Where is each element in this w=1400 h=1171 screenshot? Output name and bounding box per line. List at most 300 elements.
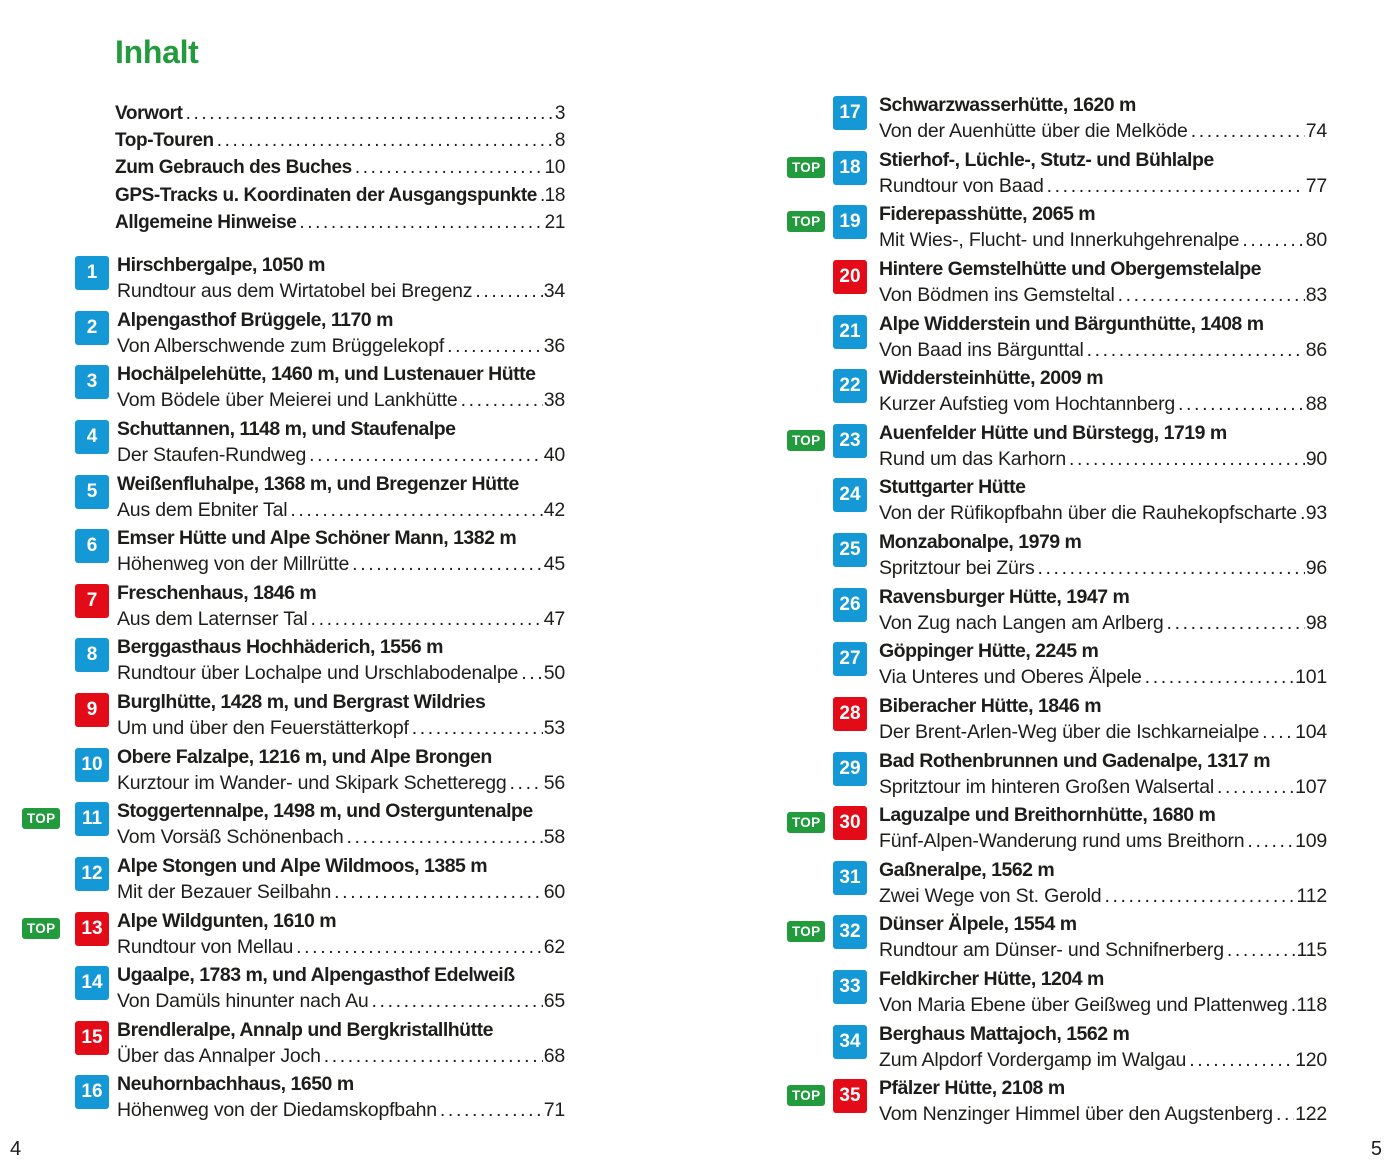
top-badge-slot [22,745,75,775]
tour-number-badge: 8 [75,638,109,672]
tour-subtitle: Der Brent-Arlen-Weg über die Ischkarneialpe [879,720,1260,743]
tour-title: Weißenfluhalpe, 1368 m, und Bregenzer Hütte [117,472,519,495]
tour-subtitle-line [117,1097,565,1124]
tour-number-badge: 32 [833,915,867,949]
top-badge-slot [22,581,75,611]
tour-entry-body [879,257,1327,309]
tour-subtitle: Via Unteres und Oberes Älpele [879,666,1142,689]
tour-entry-body [879,1076,1327,1128]
tour-subtitle: Rundtour aus dem Wirtatobel bei Bregenz [117,280,473,302]
tour-subtitle-line [117,387,565,414]
top-badge-slot [787,366,833,396]
top-badge: TOP [787,157,825,178]
tour-number-badge: 7 [75,584,109,618]
tour-title: Alpe Widderstein und Bärgunthütte, 1408 m [879,312,1264,335]
dot-leader [1247,828,1294,855]
tour-title: Fiderepasshütte, 2065 m [879,203,1096,226]
tour-subtitle: Rundtour von Mellau [117,935,294,958]
dot-leader [352,551,543,578]
tour-subtitle: Von der Rüfikopfbahn über die Rauhekopfscharte [879,502,1297,525]
top-badge-slot [22,799,75,829]
front-matter-label: Allgemeine Hinweise [115,211,297,233]
tour-entry-body [117,635,565,687]
tour-subtitle-line [117,442,565,469]
front-matter-row [115,100,565,127]
tour-entry-body [879,312,1327,364]
tour-subtitle-line [879,719,1327,746]
tour-subtitle-line [879,282,1327,309]
tour-entry-body [879,694,1327,746]
dot-leader [412,715,543,742]
tour-entry-body [879,93,1327,145]
top-badge-slot [787,585,833,615]
tour-page-number: 93 [1305,502,1327,525]
dot-leader [1291,992,1296,1019]
tour-entry-body [879,530,1327,582]
tour-entry-body [879,912,1327,964]
tour-subtitle-line [117,660,565,687]
front-matter-row [115,182,565,209]
tour-number-badge: 17 [833,96,867,130]
toc-entry [787,148,1327,203]
top-badge-slot [22,635,75,665]
dot-leader [540,182,544,209]
toc-entry [22,253,565,308]
toc-entry [787,639,1327,694]
tour-number-badge: 23 [833,424,867,458]
tour-entry-body [117,581,565,633]
tour-subtitle: Kurzer Aufstieg vom Hochtannberg [879,393,1176,416]
toc-entry [787,967,1327,1022]
tour-subtitle: Zwei Wege von St. Gerold [879,884,1102,907]
tour-subtitle: Von Zug nach Langen am Arlberg [879,611,1164,634]
tour-title: Auenfelder Hütte und Bürstegg, 1719 m [879,421,1227,444]
page-number-right: 5 [1370,1138,1382,1160]
tour-page-number: 101 [1295,666,1327,689]
top-badge-slot [22,690,75,720]
tour-subtitle-line [879,337,1327,364]
tour-entry-body [117,417,565,469]
tour-subtitle-line [879,883,1327,910]
top-badge-slot [787,312,833,342]
tour-title: Alpe Stongen und Alpe Wildmoos, 1385 m [117,854,488,877]
tour-entry-body [117,1018,565,1070]
tour-page-number: 34 [543,280,565,302]
tour-entry-body [879,421,1327,473]
tour-page-number: 98 [1305,611,1327,634]
tour-title: Brendleralpe, Annalp und Bergkristallhütte [117,1018,493,1041]
tour-title: Neuhornbachhaus, 1650 m [117,1073,354,1096]
top-badge-slot [22,308,75,338]
dot-leader [510,770,543,797]
top-badge-slot [787,639,833,669]
tour-subtitle: Aus dem Laternser Tal [117,607,308,630]
top-badge-slot [787,694,833,724]
toc-entry [22,690,565,745]
tour-subtitle: Von Damüls hinunter nach Au [117,990,369,1013]
tour-title: Dünser Älpele, 1554 m [879,913,1077,936]
dot-leader [461,387,543,414]
front-matter-label: GPS-Tracks u. Koordinaten der Ausgangspunkte [115,184,537,206]
tour-number-badge: 35 [833,1079,867,1113]
tour-page-number: 60 [543,880,565,903]
tour-title: Biberacher Hütte, 1846 m [879,694,1102,717]
tour-title: Schwarzwasserhütte, 1620 m [879,94,1136,116]
front-matter-row [115,127,565,154]
top-badge-slot [787,475,833,505]
tour-title: Alpe Wildgunten, 1610 m [117,909,337,932]
tour-title: Göppinger Hütte, 2245 m [879,640,1099,663]
tour-page-number: 50 [543,662,565,685]
tour-page-number: 104 [1295,720,1327,743]
dot-leader [1069,446,1305,473]
dot-leader [1118,282,1305,309]
tour-number-badge: 15 [75,1021,109,1055]
top-badge-slot [787,148,833,178]
front-matter-page-number: 3 [554,103,565,124]
dot-leader [1217,774,1294,801]
dot-leader [1167,610,1305,637]
tour-title: Hintere Gemstelhütte und Obergemstelalpe [879,257,1262,280]
dot-leader [1047,173,1305,200]
tour-number-badge: 30 [833,806,867,840]
toc-entry [22,526,565,581]
dot-leader [309,442,543,469]
tour-subtitle: Höhenweg von der Diedamskopfbahn [117,1099,437,1122]
toc-entry [787,749,1327,804]
top-badge-slot [787,858,833,888]
tour-subtitle: Kurztour im Wander- und Skipark Schetteregg [117,771,507,794]
tour-subtitle: Rundtour am Dünser- und Schnifnerberg [879,939,1224,962]
top-badge-slot [787,749,833,779]
tour-subtitle: Vom Bödele über Meierei und Lankhütte [117,389,458,412]
dot-leader [334,879,543,906]
tour-subtitle-line [879,500,1327,527]
tour-number-badge: 34 [833,1025,867,1059]
dot-leader [1262,719,1294,746]
top-badge-slot [22,417,75,447]
dot-leader [324,1043,543,1070]
top-badge-slot [22,253,75,283]
toc-entry [22,854,565,909]
tour-subtitle-line [117,715,565,742]
tour-entry-body [117,362,565,414]
tour-page-number: 86 [1305,338,1327,361]
tour-subtitle: Spritztour im hinteren Großen Walsertal [879,775,1215,798]
dot-leader [299,209,543,236]
tour-page-number: 90 [1305,447,1327,470]
tour-entry-body [117,745,565,797]
toc-entry [787,585,1327,640]
tour-subtitle: Rund um das Karhorn [879,447,1066,470]
front-matter-label: Zum Gebrauch des Buches [115,157,352,179]
tour-number-badge: 13 [75,912,109,946]
tour-entry-body [117,909,565,961]
tour-title: Widdersteinhütte, 2009 m [879,367,1104,390]
tour-number-badge: 16 [75,1075,109,1109]
toc-entry [787,912,1327,967]
tour-title: Feldkircher Hütte, 1204 m [879,968,1104,990]
tour-title: Schuttannen, 1148 m, und Staufenalpe [117,417,456,440]
toc-entry [787,1076,1327,1131]
tour-subtitle-line [117,934,565,961]
tour-number-badge: 31 [833,861,867,895]
tour-page-number: 96 [1305,557,1327,579]
tour-entry-body [117,253,565,305]
tour-page-number: 53 [543,717,565,739]
tour-number-badge: 27 [833,642,867,676]
tour-entry-body [879,585,1327,637]
tour-subtitle-line [879,992,1327,1019]
toc-entry [22,308,565,363]
tour-subtitle-line [117,606,565,633]
toc-entry [22,635,565,690]
tour-subtitle: Rundtour von Baad [879,174,1044,197]
tour-title: Stierhof-, Lüchle-, Stutz- und Bühlalpe [879,148,1214,171]
tour-title: Pfälzer Hütte, 2108 m [879,1077,1065,1100]
top-badge-slot [22,963,75,993]
toc-entry [787,257,1327,312]
tour-entry-body [879,967,1327,1019]
top-badge-slot [787,421,833,451]
tour-number-badge: 12 [75,857,109,891]
front-matter-row [115,209,565,236]
top-badge-slot [787,93,833,123]
tour-entry-body [879,475,1327,527]
dot-leader [296,934,543,961]
toc-entry [787,202,1327,257]
tour-title: Stuttgarter Hütte [879,476,1026,499]
dot-leader [1242,227,1304,254]
tour-subtitle-line [117,551,565,578]
top-badge-slot [22,362,75,392]
tour-subtitle-line [117,497,565,524]
tour-subtitle: Von Baad ins Bärgunttal [879,338,1084,361]
tour-subtitle-line [879,937,1327,964]
tour-number-badge: 25 [833,533,867,567]
tour-subtitle-line [879,555,1327,582]
tour-page-number: 83 [1305,283,1327,306]
tour-subtitle-line [879,664,1327,691]
toc-entry [787,93,1327,148]
top-badge: TOP [787,812,825,833]
toc-entry [787,694,1327,749]
dot-leader [475,278,542,305]
top-badge-slot [22,1018,75,1048]
toc-entry [787,475,1327,530]
tour-page-number: 71 [543,1099,565,1122]
front-matter-page-number: 8 [554,130,565,152]
tour-subtitle-line [117,988,565,1015]
toc-entry [22,745,565,800]
toc-entry [22,963,565,1018]
tour-subtitle: Mit Wies-, Flucht- und Innerkuhgehrenalpe [879,229,1240,252]
tour-subtitle-line [879,227,1327,254]
tour-subtitle-line [117,879,565,906]
tour-page-number: 88 [1305,393,1327,416]
front-matter-label: Vorwort [115,103,183,124]
tour-page-number: 109 [1295,830,1327,853]
tour-title: Obere Falzalpe, 1216 m, und Alpe Brongen [117,745,492,768]
tour-entry-body [879,639,1327,691]
tour-subtitle: Der Staufen-Rundweg [117,443,307,466]
tour-title: Freschenhaus, 1846 m [117,581,317,604]
dot-leader [1300,500,1305,527]
tour-page-number: 42 [543,498,565,521]
top-badge-slot [787,967,833,997]
tour-entry-body [879,803,1327,855]
tour-page-number: 80 [1305,229,1327,252]
toc-entry [22,417,565,472]
dot-leader [1087,337,1305,364]
top-badge-slot [787,912,833,942]
toc-entry [787,366,1327,421]
tour-number-badge: 29 [833,752,867,786]
top-badge-slot [787,530,833,560]
tour-number-badge: 5 [75,475,109,509]
tour-number-badge: 22 [833,369,867,403]
tour-title: Burglhütte, 1428 m, und Bergrast Wildries [117,691,486,713]
tour-page-number: 36 [543,334,565,357]
tour-subtitle: Von Maria Ebene über Geißweg und Plattenweg [879,994,1288,1016]
tour-page-number: 77 [1305,174,1327,197]
tour-subtitle: Von Bödmen ins Gemsteltal [879,283,1115,306]
tour-subtitle-line [117,278,565,305]
tour-entry-body [879,148,1327,200]
tour-subtitle: Von der Auenhütte über die Melköde [879,120,1188,142]
dot-leader [1038,555,1305,582]
tour-title: Hirschbergalpe, 1050 m [117,254,325,276]
tour-page-number: 38 [543,389,565,412]
toc-entry [22,1018,565,1073]
tour-title: Hochälpelehütte, 1460 m, und Lustenauer Hütte [117,363,536,386]
top-badge-slot [787,1022,833,1052]
dot-leader [372,988,543,1015]
tour-page-number: 40 [543,443,565,466]
tour-number-badge: 6 [75,529,109,563]
tour-subtitle-line [117,770,565,797]
tour-page-number: 74 [1305,120,1327,142]
tour-number-badge: 1 [75,256,109,290]
tour-entry-body [117,526,565,578]
toc-entry [22,1072,565,1127]
top-badge: TOP [787,430,825,451]
toc-entry [22,472,565,527]
tour-number-badge: 3 [75,365,109,399]
tour-entry-body [117,1072,565,1124]
top-badge-slot [22,526,75,556]
tour-entry-body [879,858,1327,910]
toc-entry [22,909,565,964]
top-badge-slot [22,909,75,939]
dot-leader [1276,1101,1294,1128]
tour-entry-body [117,472,565,524]
front-matter-page-number: 10 [544,157,565,179]
tour-number-badge: 2 [75,311,109,345]
toc-entry [22,799,565,854]
tour-entry-body [117,854,565,906]
tour-title: Emser Hütte und Alpe Schöner Mann, 1382 m [117,527,517,550]
tour-number-badge: 19 [833,205,867,239]
page-title: Inhalt [115,34,199,70]
toc-entry [22,362,565,417]
tour-subtitle-line [879,774,1327,801]
tour-page-number: 115 [1296,939,1327,962]
tour-subtitle: Aus dem Ebniter Tal [117,498,288,521]
tour-number-badge: 26 [833,588,867,622]
tour-page-number: 122 [1295,1103,1327,1126]
front-matter-page-number: 21 [544,211,565,233]
tour-number-badge: 18 [833,151,867,185]
dot-leader [290,497,542,524]
tour-subtitle-line [879,118,1327,145]
tour-subtitle-line [879,446,1327,473]
tour-title: Berghaus Mattajoch, 1562 m [879,1022,1130,1045]
top-badge-slot [787,803,833,833]
tour-subtitle: Zum Alpdorf Vordergamp im Walgau [879,1048,1187,1071]
tour-subtitle: Um und über den Feuerstätterkopf [117,717,409,739]
toc-entry [787,312,1327,367]
front-matter-list [115,100,565,236]
toc-entry [22,581,565,636]
tour-page-number: 107 [1295,775,1327,798]
tour-page-number: 68 [543,1044,565,1067]
tour-page-number: 62 [543,935,565,958]
top-badge-slot [22,854,75,884]
top-badge-slot [22,472,75,502]
top-badge: TOP [787,1085,825,1106]
tour-number-badge: 28 [833,697,867,731]
tour-subtitle: Höhenweg von der Millrütte [117,553,350,576]
dot-leader [186,100,554,127]
dot-leader [1227,937,1296,964]
tour-entry-body [879,366,1327,418]
toc-column-right [787,93,1327,1131]
tour-entry-body [117,799,565,851]
tour-subtitle: Von Alberschwende zum Brüggelekopf [117,334,445,357]
tour-subtitle: Vom Vorsäß Schönenbach [117,826,344,849]
tour-title: Laguzalpe und Breithornhütte, 1680 m [879,804,1216,827]
tour-subtitle-line [879,173,1327,200]
tour-subtitle: Fünf-Alpen-Wanderung rund ums Breithorn [879,830,1245,853]
front-matter-row [115,154,565,181]
toc-entry [787,803,1327,858]
toc-entry [787,1022,1327,1077]
tour-subtitle-line [117,1043,565,1070]
tour-title: Ravensburger Hütte, 1947 m [879,585,1130,608]
tour-number-badge: 33 [833,970,867,1004]
tour-subtitle: Rundtour über Lochalpe und Urschlabodenalpe [117,662,519,685]
tour-title: Stoggertennalpe, 1498 m, und Osterguntenalpe [117,800,533,823]
tour-subtitle-line [117,824,565,851]
top-badge-slot [22,1072,75,1102]
dot-leader [1104,883,1295,910]
tour-page-number: 45 [543,553,565,576]
toc-column-left [22,253,565,1127]
page-number-left: 4 [10,1138,22,1160]
toc-entry [787,858,1327,913]
top-badge-slot [787,1076,833,1106]
tour-entry-body [117,308,565,360]
tour-entry-body [879,749,1327,801]
top-badge-slot [787,257,833,287]
tour-page-number: 112 [1296,884,1327,907]
tour-subtitle: Über das Annalper Joch [117,1044,321,1067]
dot-leader [521,660,543,687]
dot-leader [217,127,554,154]
tour-page-number: 120 [1295,1048,1327,1071]
top-badge: TOP [787,921,825,942]
